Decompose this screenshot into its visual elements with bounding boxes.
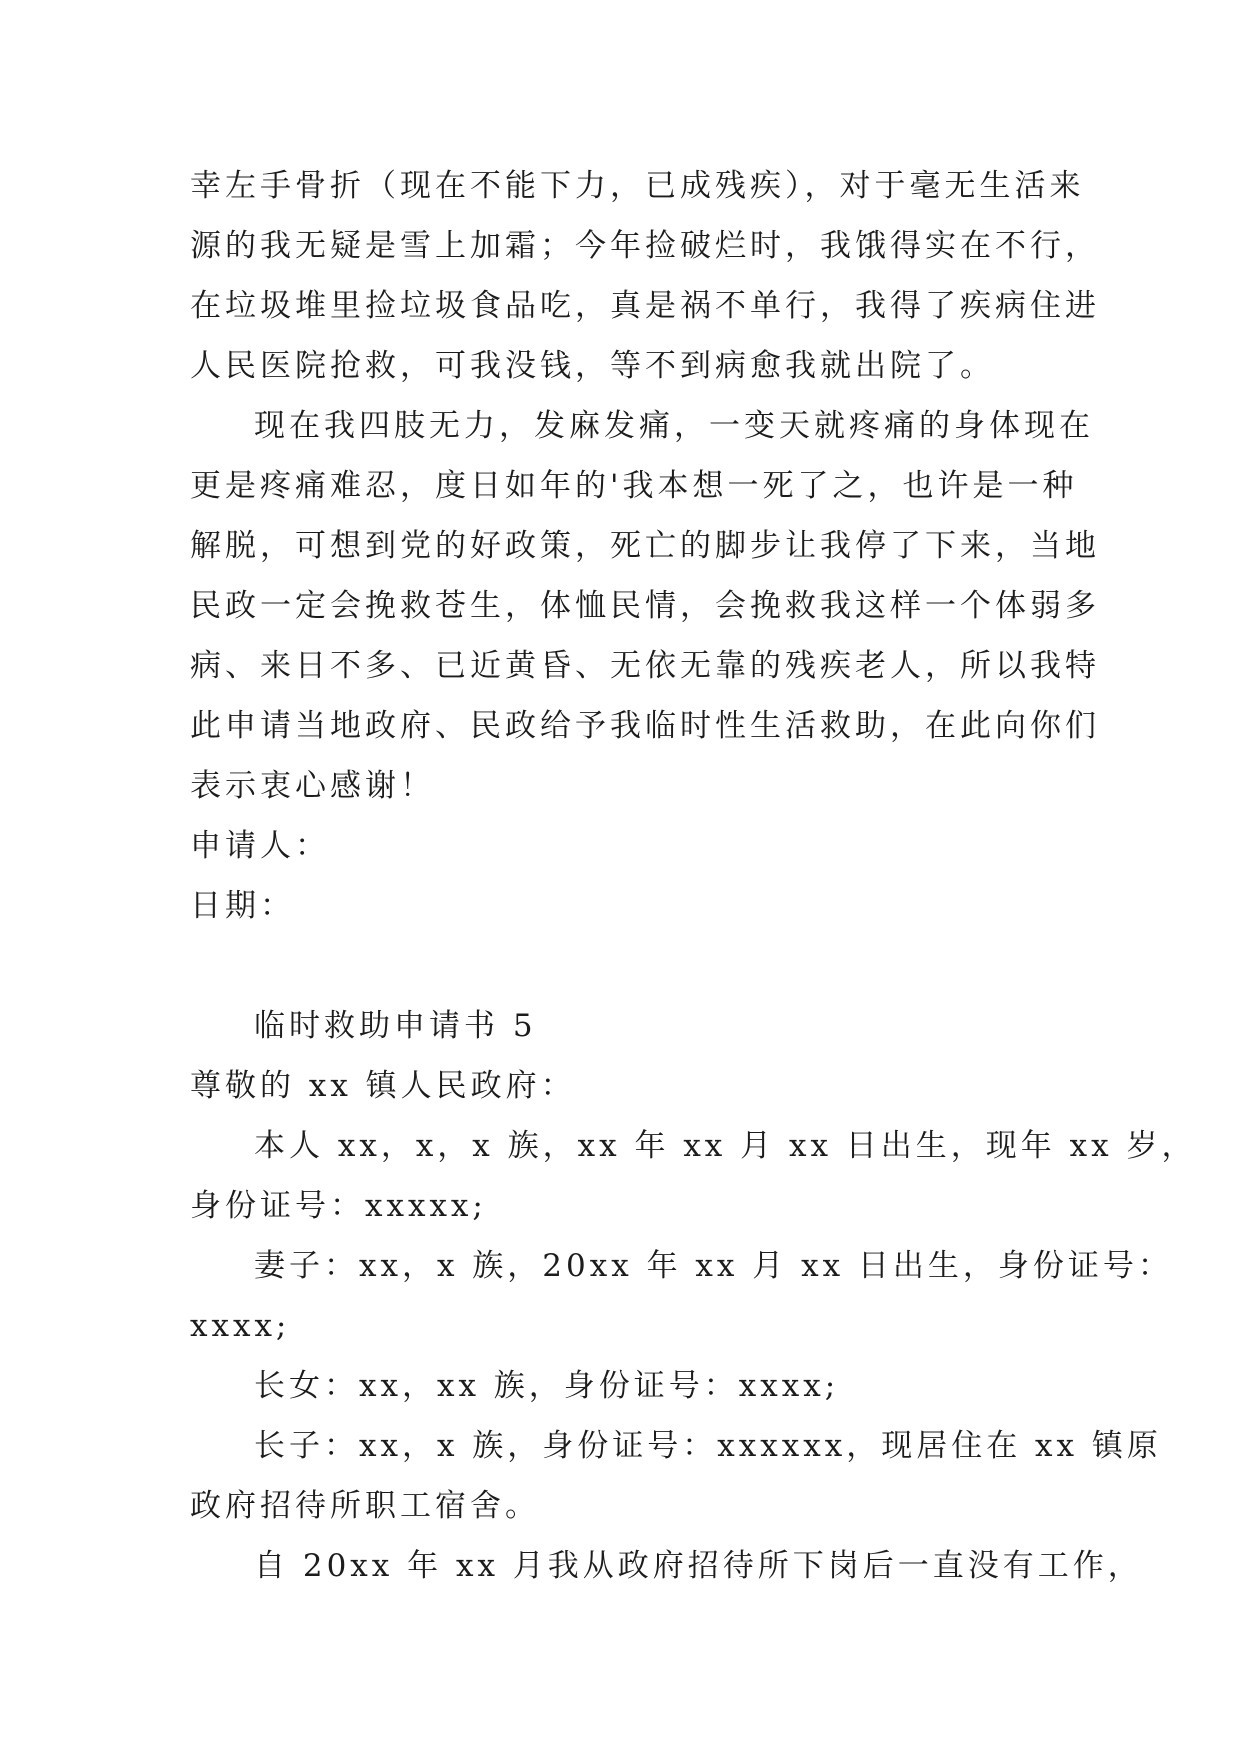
paragraph-line: 身份证号：xxxxx; — [190, 1188, 487, 1224]
paragraph-line: 本人 xx，x，x 族，xx 年 xx 月 xx 日出生，现年 xx 岁， — [254, 1128, 1197, 1164]
date-label: 日期： — [190, 888, 295, 924]
paragraph-line: 长女：xx，xx 族，身份证号：xxxx; — [254, 1368, 840, 1404]
paragraph-line: 政府招待所职工宿舍。 — [190, 1488, 540, 1524]
blank-line — [190, 936, 1060, 996]
paragraph-line: 解脱，可想到党的好政策，死亡的脚步让我停了下来，当地 — [190, 528, 1100, 564]
paragraph-line: xxxx; — [190, 1308, 291, 1344]
paragraph-line: 现在我四肢无力，发麻发痛，一变天就疼痛的身体现在 — [254, 408, 1094, 444]
paragraph-line: 自 20xx 年 xx 月我从政府招待所下岗后一直没有工作， — [254, 1548, 1143, 1584]
paragraph-line: 民政一定会挽救苍生，体恤民情，会挽救我这样一个体弱多 — [190, 588, 1100, 624]
paragraph-line: 源的我无疑是雪上加霜；今年捡破烂时，我饿得实在不行， — [190, 228, 1100, 264]
paragraph-line: 此申请当地政府、民政给予我临时性生活救助，在此向你们 — [190, 708, 1100, 744]
paragraph-line: 妻子：xx，x 族，20xx 年 xx 月 xx 日出生，身份证号： — [254, 1248, 1173, 1284]
applicant-label: 申请人： — [190, 828, 330, 864]
paragraph-line: 病、来日不多、已近黄昏、无依无靠的残疾老人，所以我特 — [190, 648, 1100, 684]
paragraph-line: 幸左手骨折（现在不能下力，已成残疾），对于毫无生活来 — [190, 168, 1085, 204]
paragraph-line: 在垃圾堆里捡垃圾食品吃，真是祸不单行，我得了疾病住进 — [190, 288, 1100, 324]
paragraph-line: 更是疼痛难忍，度日如年的'我本想一死了之，也许是一种 — [190, 468, 1078, 504]
paragraph-line: 长子：xx，x 族，身份证号：xxxxxx，现居住在 xx 镇原 — [254, 1428, 1162, 1464]
paragraph-line: 表示衷心感谢！ — [190, 768, 435, 804]
salutation: 尊敬的 xx 镇人民政府： — [190, 1068, 576, 1104]
section-title: 临时救助申请书 5 — [254, 1008, 537, 1044]
document-body — [190, 156, 1197, 1596]
paragraph-line: 人民医院抢救，可我没钱，等不到病愈我就出院了。 — [190, 348, 995, 384]
